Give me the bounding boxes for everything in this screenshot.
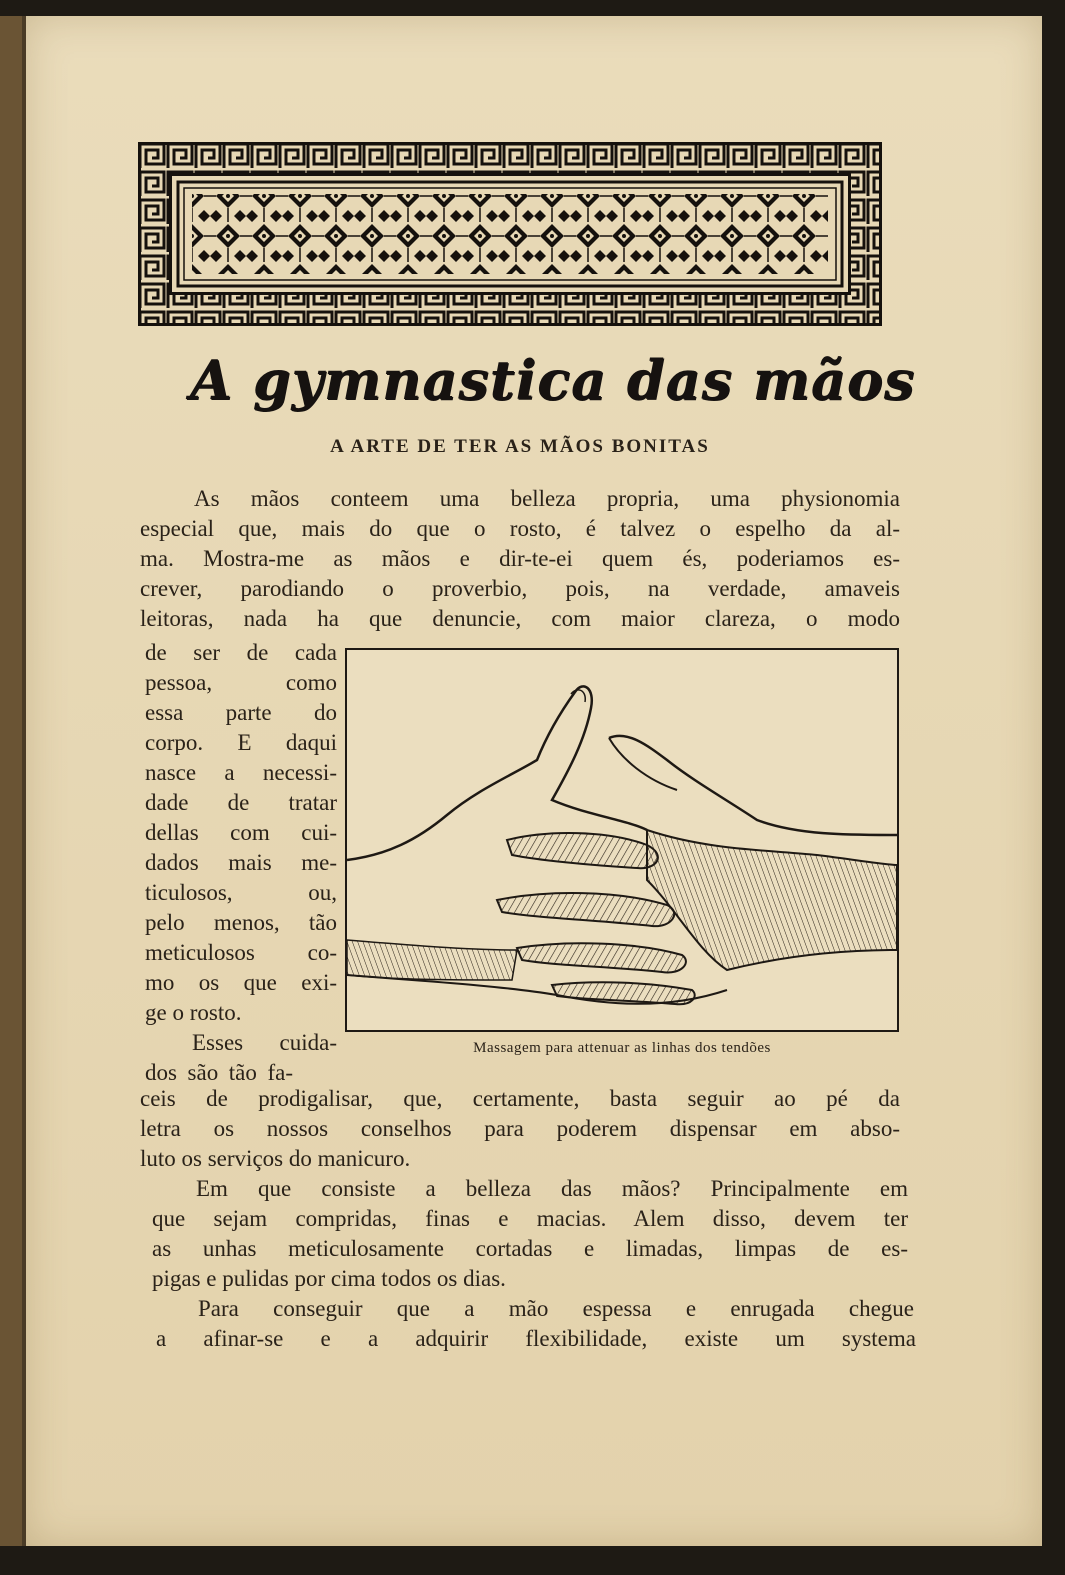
body-line: crever, parodiando o proverbio, pois, na verdade, amaveis [140,576,900,601]
page-edge-shadow [0,16,24,1546]
column-line: dellas com cui- [145,820,337,845]
body-line: que sejam compridas, finas e macias. Alem disso, devem ter [152,1206,908,1231]
hand-illustration [345,648,899,1032]
body-line: letra os nossos conselhos para poderem dispensar em abso- [140,1116,900,1141]
body-line: ceis de prodigalisar, que, certamente, basta seguir ao pé da [140,1086,900,1111]
figure-caption: Massagem para attenuar as linhas dos tendões [473,1040,771,1056]
column-line: dados mais me- [145,850,337,875]
column-line: pessoa, como [145,670,337,695]
column-line: ticulosos, ou, [145,880,337,905]
column-line: dos são tão fa- [145,1060,293,1085]
column-line: nasce a necessi- [145,760,337,785]
column-line: Esses cuida- [192,1030,337,1055]
body-line: as unhas meticulosamente cortadas e limadas, limpas de es- [152,1236,908,1261]
body-line: pigas e pulidas por cima todos os dias. [152,1266,506,1291]
article-title: A gymnastica das mãos [190,348,916,412]
article-subtitle: A ARTE DE TER AS MÃOS BONITAS [330,436,710,457]
column-line: ge o rosto. [145,1000,242,1025]
column-line: essa parte do [145,700,337,725]
body-line: especial que, mais do que o rosto, é talvez o espelho da al- [140,516,900,541]
body-line: As mãos conteem uma belleza propria, uma physionomia [194,486,900,511]
hand-massage-icon [347,650,897,1030]
body-line: ma. Mostra-me as mãos e dir-te-ei quem és, poderiamos es- [140,546,900,571]
column-line: dade de tratar [145,790,337,815]
column-line: pelo menos, tão [145,910,337,935]
column-line: meticulosos co- [145,940,337,965]
body-line: luto os serviços do manicuro. [140,1146,411,1171]
column-line: mo os que exi- [145,970,337,995]
body-line: Em que consiste a belleza das mãos? Principalmente em [196,1176,908,1201]
column-line: corpo. E daqui [145,730,337,755]
column-line: de ser de cada [145,640,337,665]
body-line: a afinar-se e a adquirir flexibilidade, existe um systema [156,1326,916,1351]
body-line: leitoras, nada ha que denuncie, com maior clareza, o modo [140,606,900,631]
body-line: Para conseguir que a mão espessa e enrugada chegue [198,1296,914,1321]
greek-key-ornament [138,142,882,326]
